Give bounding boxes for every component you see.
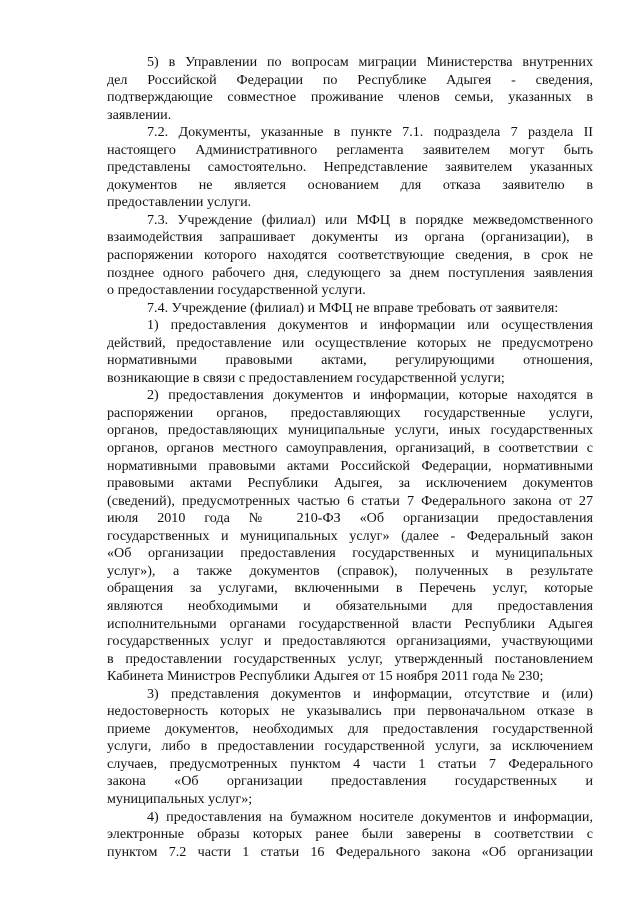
- document-line: закона «Об организации предоставления государственных и: [107, 773, 593, 790]
- document-line: органов, предоставляющих муниципальные услуги, иных государственных: [107, 422, 593, 439]
- document-line: услуги, либо в предоставлении государственной услуги, за исключением: [107, 738, 593, 755]
- document-line: электронные образы которых ранее были заверены в соответствии с: [107, 826, 593, 843]
- document-line: 2) предоставления документов и информации, которые находятся в: [147, 387, 593, 404]
- document-line: документов не является основанием для отказа заявителю в: [107, 176, 593, 193]
- document-line: взаимодействия запрашивает документы из органа (организации), в: [107, 229, 593, 246]
- document-line: (сведений), предусмотренных частью 6 статьи 7 Федерального закона от 27: [107, 492, 593, 509]
- document-line: 7.2. Документы, указанные в пункте 7.1. подраздела 7 раздела II: [147, 124, 593, 141]
- document-line: нормативными правовыми актами, регулирующими отношения,: [107, 352, 593, 369]
- document-line: органов, органов местного самоуправления, организаций, в соответствии с: [107, 440, 593, 457]
- document-line: 5) в Управлении по вопросам миграции Министерства внутренних: [147, 54, 593, 70]
- document-line: в предоставлении государственных услуг, утвержденный постановлением: [107, 650, 593, 667]
- document-line: заявлении.: [107, 106, 172, 123]
- document-line: возникающие в связи с предоставлением государственной услуги;: [107, 369, 505, 386]
- document-line: «Об организации предоставления государственных и муниципальных: [107, 545, 593, 562]
- document-line: действий, предоставление или осуществление которых не предусмотрено: [107, 334, 593, 351]
- document-line: 1) предоставления документов и информации или осуществления: [147, 317, 593, 334]
- document-line: случаев, предусмотренных пунктом 4 части 1 статьи 7 Федерального: [107, 755, 593, 772]
- document-line: пунктом 7.2 части 1 статьи 16 Федерального закона «Об организации: [107, 843, 593, 860]
- document-line: недостоверность которых не указывались при первоначальном отказе в: [107, 703, 593, 720]
- document-line: июля 2010 года № 210-ФЗ «Об организации предоставления: [107, 510, 593, 527]
- document-line: подтверждающие совместное проживание членов семьи, указанных в: [107, 89, 593, 106]
- document-line: о предоставлении государственной услуги.: [107, 282, 366, 299]
- document-line: дел Российской Федерации по Республике Адыгея - сведения,: [107, 71, 593, 88]
- document-line: государственных услуг и предоставляются организациями, участвующими: [107, 633, 593, 650]
- document-body: [107, 54, 593, 861]
- document-line: Кабинета Министров Республики Адыгея от 15 ноября 2011 года № 230;: [107, 668, 544, 685]
- document-line: приеме документов, необходимых для предоставления государственной: [107, 720, 593, 737]
- document-line: 3) представления документов и информации, отсутствие и (или): [147, 685, 593, 702]
- document-line: обращения за услугами, включенными в Перечень услуг, которые: [107, 580, 593, 597]
- document-line: нормативными правовыми актами Российской Федерации, нормативными: [107, 457, 593, 474]
- document-line: 4) предоставления на бумажном носителе документов и информации,: [147, 808, 593, 825]
- document-line: услуг»), а также документов (справок), полученных в результате: [107, 562, 593, 579]
- document-line: исполнительными органами государственной власти Республики Адыгея: [107, 615, 593, 632]
- document-line: 7.4. Учреждение (филиал) и МФЦ не вправе требовать от заявителя:: [147, 299, 559, 316]
- document-line: правовыми актами Республики Адыгея, за исключением документов: [107, 475, 593, 492]
- document-line: предоставлении услуги.: [107, 194, 252, 211]
- document-line: государственных и муниципальных услуг» (далее - Федеральный закон: [107, 527, 593, 544]
- document-line: распоряжении органов, предоставляющих государственные услуги,: [107, 404, 593, 421]
- document-line: настоящего Административного регламента заявителем могут быть: [107, 141, 593, 158]
- document-line: муниципальных услуг»;: [107, 790, 253, 807]
- document-line: 7.3. Учреждение (филиал) или МФЦ в порядке межведомственного: [147, 211, 593, 228]
- document-line: представлены самостоятельно. Непредставление заявителем указанных: [107, 159, 593, 176]
- document-line: являются необходимыми и обязательными для предоставления: [107, 597, 593, 614]
- document-line: распоряжении которого находятся соответствующие сведения, в срок не: [107, 247, 593, 264]
- document-line: позднее одного рабочего дня, следующего за днем поступления заявления: [107, 264, 593, 281]
